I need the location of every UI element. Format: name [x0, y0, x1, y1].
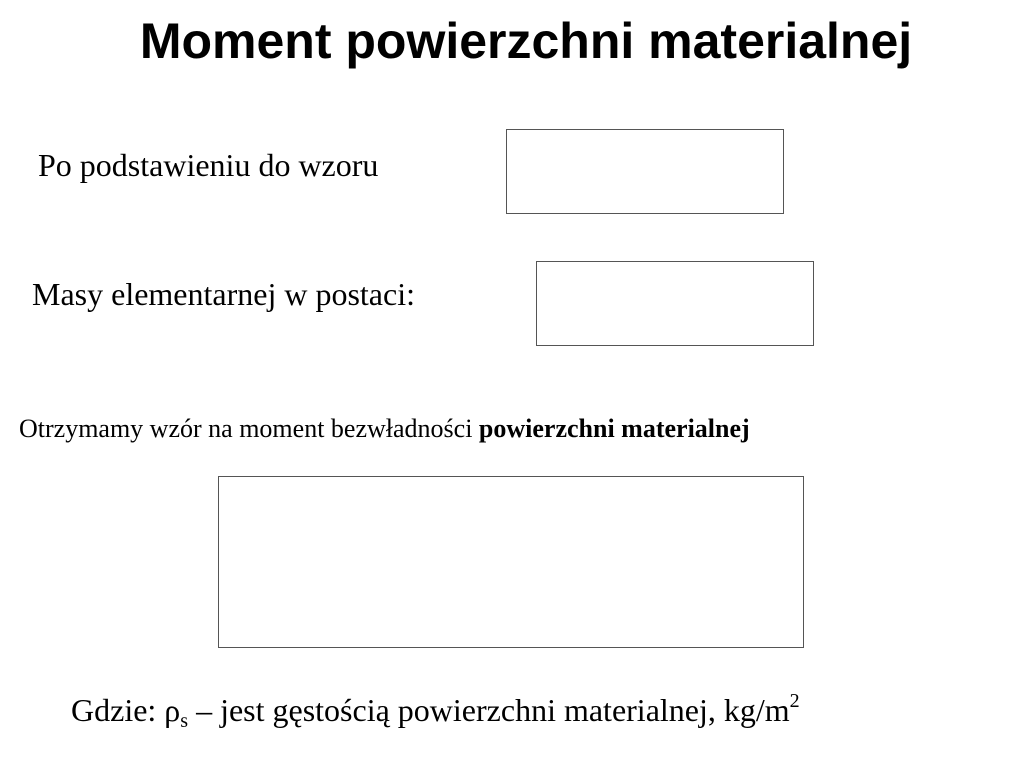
text-otrzymamy-normal: Otrzymamy wzór na moment bezwładności [19, 414, 479, 443]
formula-box-3 [218, 476, 804, 648]
gdzie-prefix: Gdzie: [71, 692, 165, 728]
text-gdzie [71, 690, 800, 730]
text-masy-elementarnej: Masy elementarnej w postaci: [32, 276, 415, 312]
formula-box-2 [536, 261, 814, 346]
rho-symbol: ρ [164, 692, 181, 728]
formula-box-1 [506, 129, 784, 214]
text-otrzymamy-wzor [19, 412, 750, 446]
rho-subscript: s [180, 710, 189, 732]
slide-title: Moment powierzchni materialnej [139, 13, 913, 69]
text-po-podstawieniu: Po podstawieniu do wzoru [38, 147, 379, 183]
unit-superscript: 2 [789, 690, 800, 712]
text-otrzymamy-bold: powierzchni materialnej [478, 414, 750, 443]
gdzie-description: – jest gęstością powierzchni materialnej, kg/m [188, 692, 790, 728]
